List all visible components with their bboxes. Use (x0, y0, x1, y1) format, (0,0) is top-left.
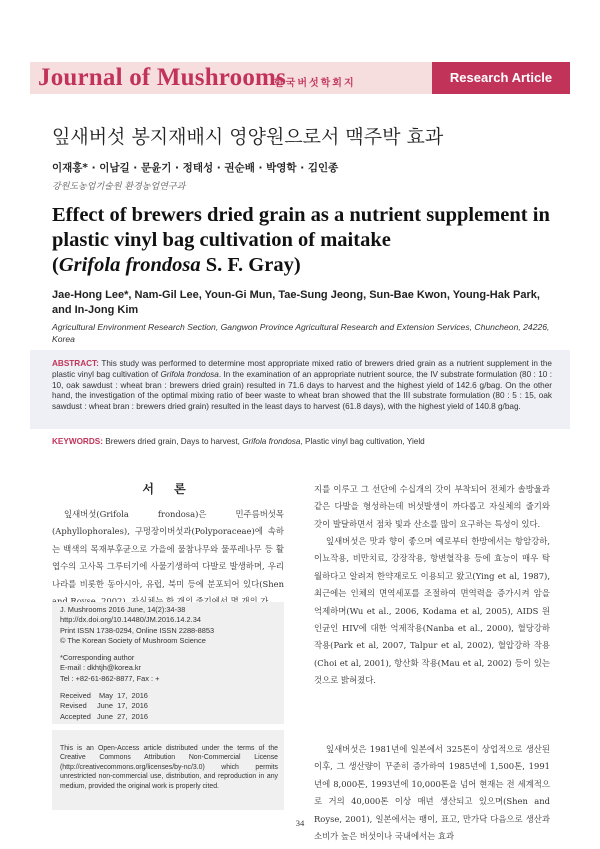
paper-title-korean: 잎새버섯 봉지재배시 영양원으로서 맥주박 효과 (52, 126, 444, 148)
license-text: This is an Open-Access article distributed under the terms of the Creative Commons Attribution Non-Commercial License (http://creativecommons.org/licenses/by-nc/3.0) which permits unrestricted non-commercial use, distribution, and reproduction in any medium, provided the original work is properly cited. (60, 745, 278, 790)
title-species: Grifola frondosa (58, 254, 201, 276)
issn: Print ISSN 1738-0294, Online ISSN 2288-8853 (60, 625, 215, 635)
section-heading-introduction: 서 론 (142, 482, 194, 496)
corresponding-author: *Corresponding author (60, 653, 135, 663)
tel-fax: Tel : +82-61-862-8877, Fax : + (60, 673, 160, 683)
abstract (52, 359, 552, 413)
intro-paragraph-left: 잎새버섯(Grifola frondosa)은 민주름버섯목(Aphyllophorales), 구멍장이버섯과(Polyporaceae)에 속하는 백색의 목재부후균으로 가을에 물참나무와 물푸레나무 등 활엽수의 고사목 그루터기에 사물기생하여 다발로 발생하며, 우리나라를 비롯한 동아시아, 유럽, 북미 등에 분포되어 있다(Shen (52, 509, 284, 589)
doi-link[interactable]: http://dx.doi.org/10.14480/JM.2016.14.2.34 (60, 615, 201, 625)
affiliation-english: Agricultural Environment Research Section, Gangwon Province Agricultural Research and Extension Services, Chuncheon, 24226, Korea (52, 322, 550, 344)
journal-name: Journal of Mushrooms (38, 64, 287, 91)
revised-date: Revised June 17, 2016 (60, 701, 148, 711)
page-number: 34 (295, 818, 305, 828)
keywords-label: KEYWORDS: (52, 437, 103, 446)
title-line-1: Effect of brewers dried grain as a nutrient supplement in (52, 204, 550, 226)
paper-title-english: Effect of brewers dried grain as a nutrient supplement in plastic vinyl bag cultivation of maitake (Grifola frondosa S. F. Gray) (52, 204, 550, 276)
title-line-2: plastic vinyl bag cultivation of maitake (52, 229, 391, 251)
article-type-badge: Research Article (432, 62, 570, 94)
intro-paragraph-right-3: 잎새버섯은 1981년에 일본에서 325톤이 상업적으로 생산된 이후, 그 생산량이 꾸준히 증가하여 1985년에 1,500톤, 1991년에 8,000톤, 1993년에 10,000톤을 넘어 현재는 전 세계적으로 거의 40,000톤 이상 매년 생산되고 있으며(Shen and Royse, 2001), 일본에서는 팽이, 표고, 만가닥 다음으로 생산과 소비가 높은 버섯이나 국내에서는 효과 (314, 744, 550, 842)
authors-english: Jae-Hong Lee*, Nam-Gil Lee, Youn-Gi Mun, Tae-Sung Jeong, Sun-Bae Kwon, Young-Hak Park, and In-Jong Kim (52, 289, 540, 316)
article-info (60, 605, 280, 722)
journal-name-korean: 한국버섯학회지 (274, 78, 356, 89)
keywords-text-2: , Plastic vinyl bag cultivation, Yield (300, 437, 425, 446)
intro-paragraph-right-1: 지를 이루고 그 선단에 수십개의 갓이 부착되어 전체가 솔방울과 같은 다발을 형성하는데 버섯발생이 까다롭고 자실체의 줄기와 갓이 발달하면서 점차 빛과 산소를 많이 요구하는 특성이 있다. (314, 484, 550, 529)
received-date: Received May 17, 2016 (60, 691, 148, 701)
copyright: © The Korean Society of Mushroom Science (60, 635, 206, 645)
abstract-label: ABSTRACT: (52, 359, 99, 368)
abstract-species: Grifola frondosa (160, 369, 219, 379)
accepted-date: Accepted June 27, 2016 (60, 711, 148, 721)
keywords-text-1: Brewers dried grain, Days to harvest, (102, 437, 243, 446)
authors-korean: 이재홍* · 이남길 · 문윤기 · 정태성 · 권순배 · 박영학 · 김인종 (52, 162, 339, 174)
keywords-species: Grifola frondosa (242, 437, 301, 446)
abstract-text-2: . In the examination of an appropriate nutrient source, the IV substrate formulation (80 : 10 : 10, oak sawdust : wheat bran : brewers dried grain) resulted in 71.6 days to harvest and the highest yield of 142.6 g/bag. On the other hand, the investigation of the optimal mixing ratio of beer waste to wheat bran showed that the III substrate formulation (80 : 5 : 15, oak sawdust : wheat bran : brewers dried grain) resulted in the least days to harvest (61.8 days), with the highest yield of 140.8 g/bag. (52, 369, 552, 412)
title-authority: S. F. Gray) (200, 254, 301, 276)
citation: J. Mushrooms 2016 June, 14(2):34-38 (60, 605, 186, 614)
intro-paragraph-right-2: 잎새버섯은 맛과 향이 좋으며 예로부터 한방에서는 항암강하, 이뇨작용, 비만치료, 강장작용, 항변혈작용 등에 효능이 매우 탁월하다고 알려져 한약재로도 이용되고 왔고(Ying et al, 1987), 최근에는 인체의 면역세포를 조절하여 면역력을 증가시켜 암을 억제하며(Wu et al., 2006, Kodama et al, 2005), AIDS 원인균인 HIV에 대한 억제작용(Nanba et al., 2000), 혈당강하 작용(Park et al, 2007, Talpur et al, 2002), 혈압강하 작용(Choi et al, 2001), 항산화 작용(Mau et al, 2002) 등이 있는 것으로 밝혀졌다. (314, 536, 550, 686)
email: E-mail : dkhtjh@korea.kr (60, 663, 142, 673)
abstract-text-1: This study was performed to determine most appropriate mixed ratio of brewers dried grain as a nutrient supplement in the plastic vinyl bag cultivation of (52, 359, 552, 379)
affiliation-korean: 강원도농업기술원 환경농업연구과 (52, 182, 186, 192)
keywords (52, 436, 552, 447)
